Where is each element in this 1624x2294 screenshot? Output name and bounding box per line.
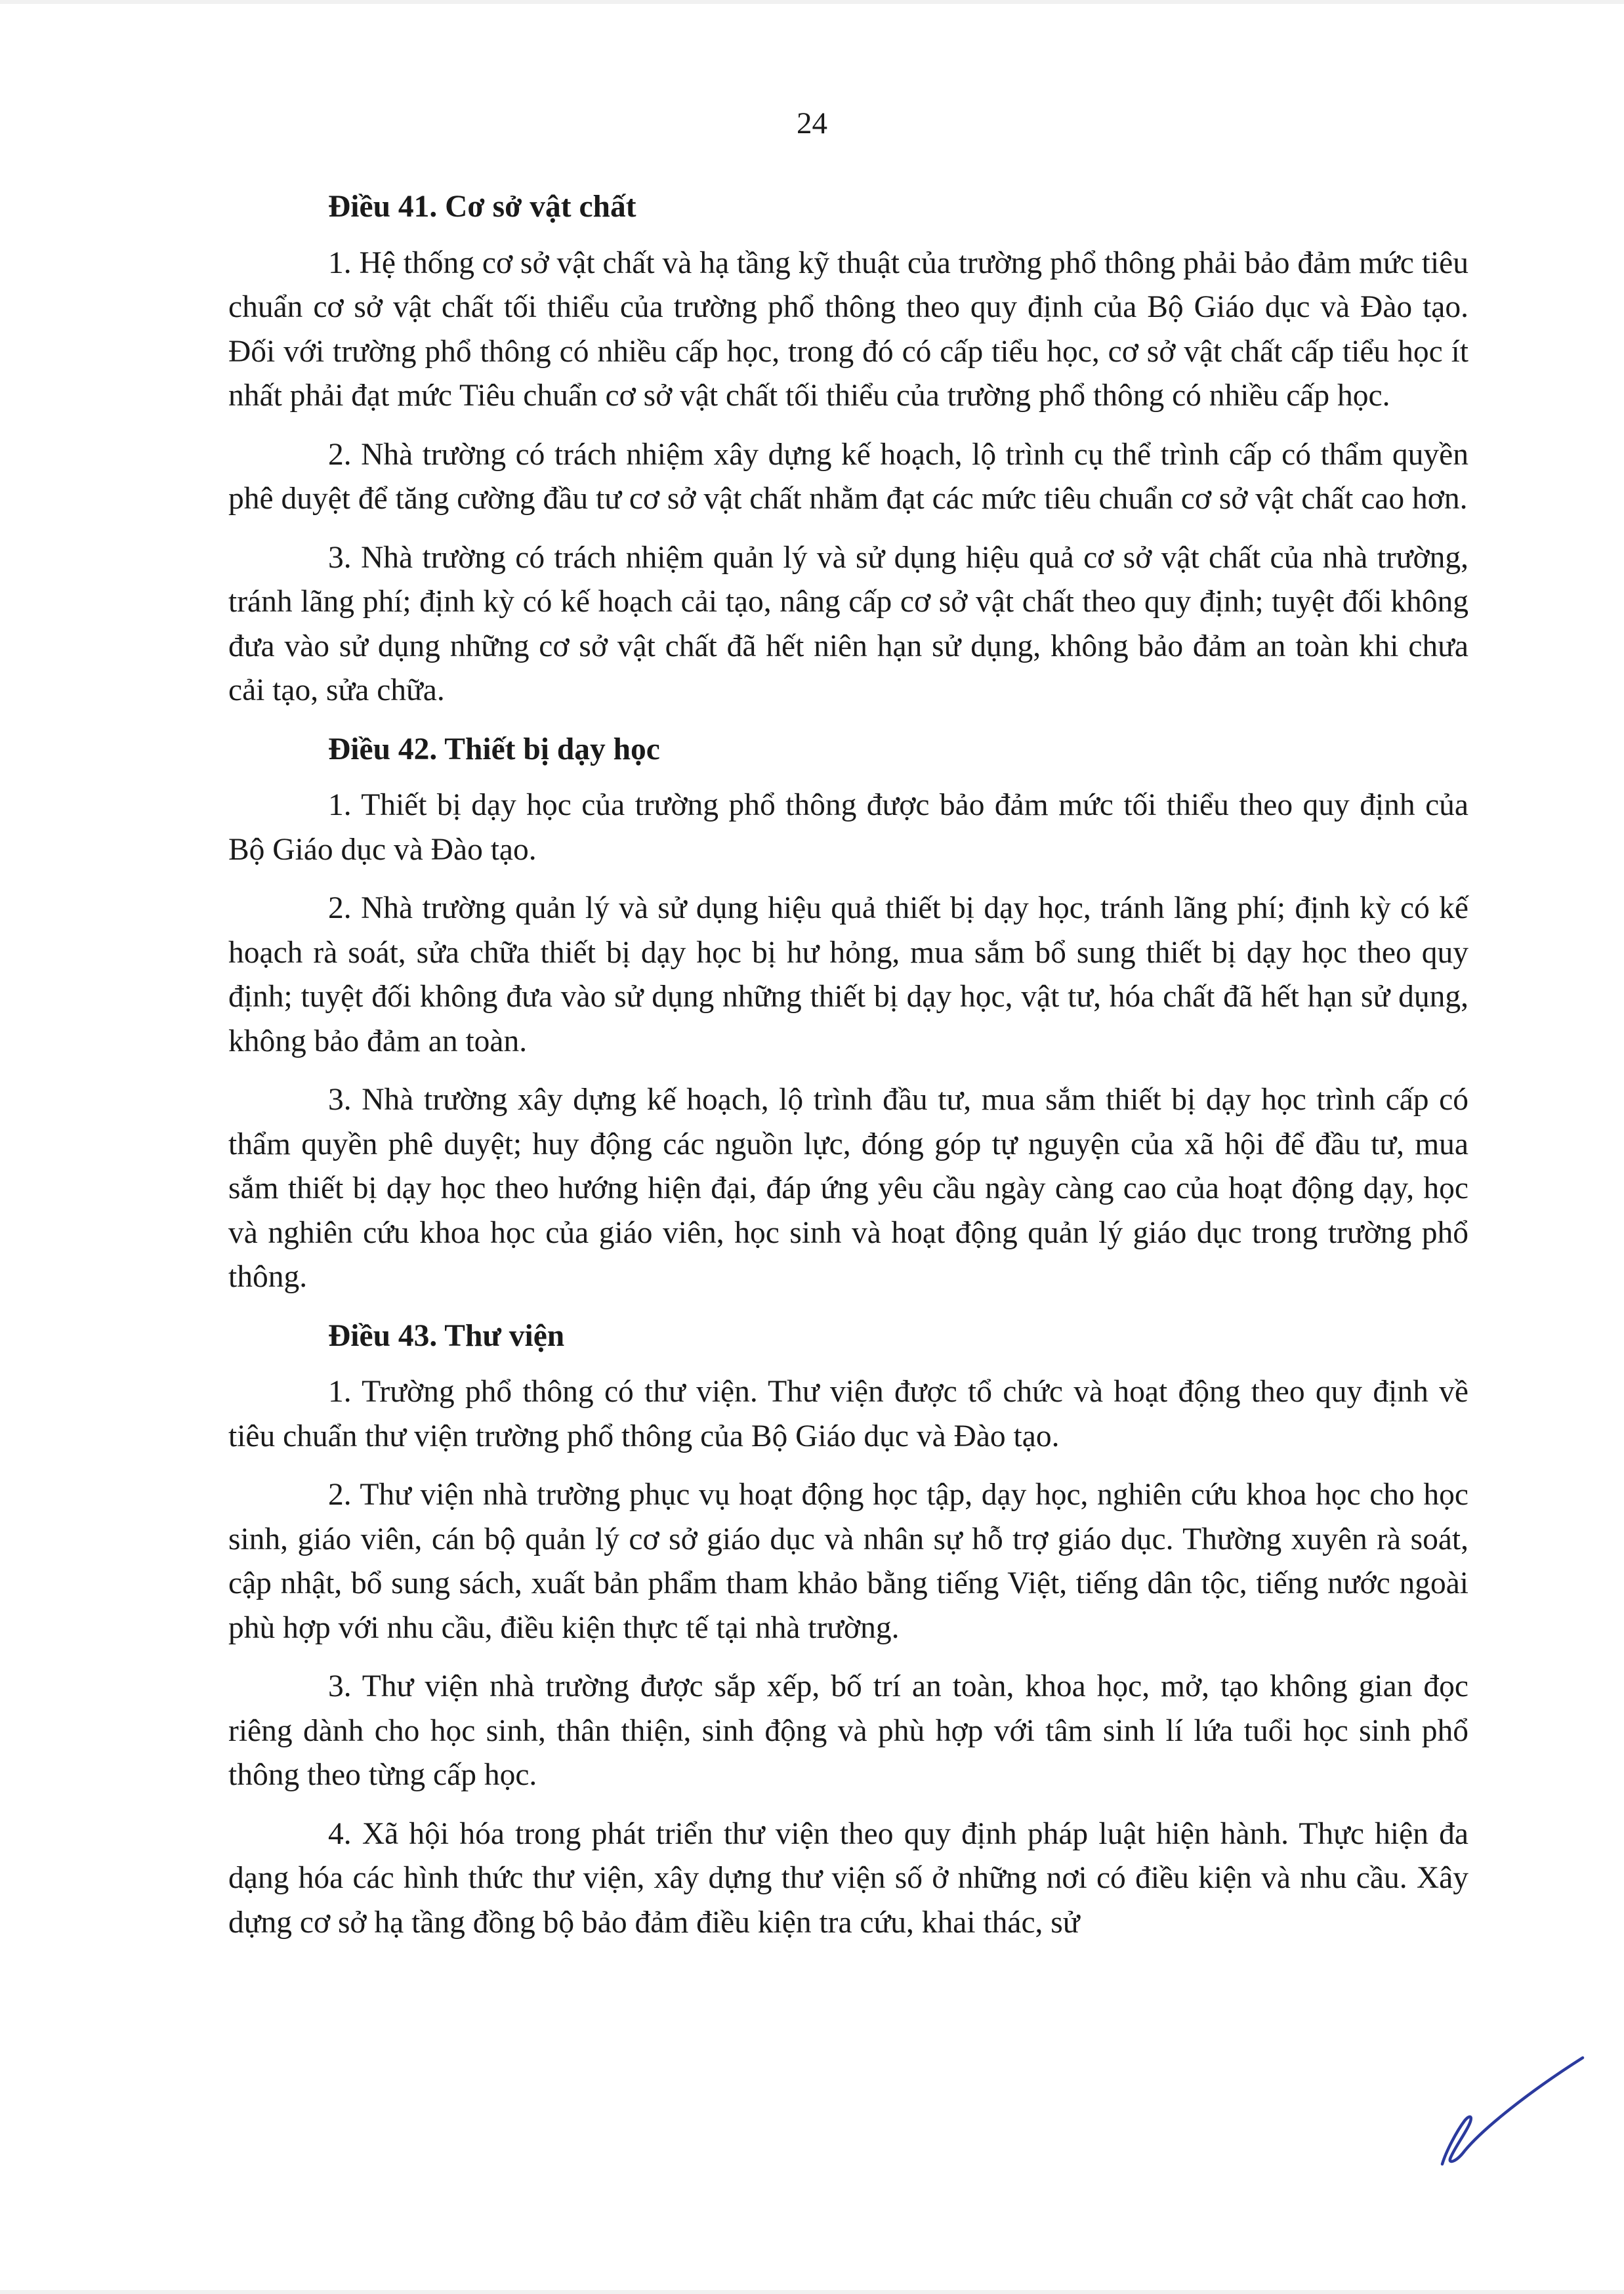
article-paragraph: 3. Thư viện nhà trường được sắp xếp, bố trí an toàn, khoa học, mở, tạo không gian đọc riêng dành cho học sinh, thân thiện, sinh động và phù hợp với tâm sinh lí lứa tuổi học sinh phổ thông theo từng cấp học.: [228, 1669, 1468, 1792]
document-body: [228, 185, 1468, 1959]
article-paragraph: 3. Nhà trường xây dựng kế hoạch, lộ trình đầu tư, mua sắm thiết bị dạy học trình cấp có thẩm quyền phê duyệt; huy động các nguồn lực, đóng góp tự nguyện của xã hội để đầu tư, mua sắm thiết bị dạy học theo hướng hiện đại, đáp ứng yêu cầu ngày càng cao của hoạt động dạy, học và nghiên cứu khoa học của giáo viên, học sinh và hoạt động quản lý giáo dục trong trường phổ thông.: [228, 1083, 1468, 1294]
signature-stroke: [1442, 2058, 1583, 2164]
article-paragraph: 4. Xã hội hóa trong phát triển thư viện theo quy định pháp luật hiện hành. Thực hiện đa dạng hóa các hình thức thư viện, xây dựng thư viện số ở những nơi có điều kiện và nhu cầu. Xây dựng cơ sở hạ tầng đồng bộ bảo đảm điều kiện tra cứu, khai thác, sử: [228, 1816, 1468, 1940]
article-43: [228, 1314, 1468, 1946]
article-paragraph: 2. Thư viện nhà trường phục vụ hoạt động học tập, dạy học, nghiên cứu khoa học cho học sinh, giáo viên, cán bộ quản lý cơ sở giáo dục và nhân sự hỗ trợ giáo dục. Thường xuyên rà soát, cập nhật, bổ sung sách, xuất bản phẩm tham khảo bằng tiếng Việt, tiếng dân tộc, tiếng nước ngoài phù hợp với nhu cầu, điều kiện thực tế tại nhà trường.: [228, 1478, 1468, 1645]
article-paragraph: 2. Nhà trường có trách nhiệm xây dựng kế hoạch, lộ trình cụ thể trình cấp có thẩm quyền phê duyệt để tăng cường đầu tư cơ sở vật chất nhằm đạt các mức tiêu chuẩn cơ sở vật chất cao hơn.: [228, 437, 1468, 516]
scan-edge-top: [0, 0, 1624, 4]
article-heading: Điều 43. Thư viện: [328, 1318, 565, 1353]
article-42: [228, 728, 1468, 1300]
article-41: [228, 185, 1468, 713]
initial-signature: [1430, 2053, 1588, 2171]
article-heading: Điều 42. Thiết bị dạy học: [328, 732, 660, 766]
article-paragraph: 1. Hệ thống cơ sở vật chất và hạ tầng kỹ thuật của trường phổ thông phải bảo đảm mức tiêu chuẩn cơ sở vật chất tối thiểu của trường phổ thông theo quy định của Bộ Giáo dục và Đào tạo. Đối với trường phổ thông có nhiều cấp học, trong đó có cấp tiểu học, cơ sở vật chất cấp tiểu học ít nhất phải đạt mức Tiêu chuẩn cơ sở vật chất tối thiểu của trường phổ thông có nhiều cấp học.: [228, 245, 1468, 413]
page-number: 24: [797, 106, 827, 140]
article-heading: Điều 41. Cơ sở vật chất: [328, 190, 636, 224]
scan-edge-bottom: [0, 2290, 1624, 2294]
article-paragraph: 1. Thiết bị dạy học của trường phổ thông được bảo đảm mức tối thiểu theo quy định của Bộ Giáo dục và Đào tạo.: [228, 788, 1468, 867]
article-paragraph: 1. Trường phổ thông có thư viện. Thư viện được tổ chức và hoạt động theo quy định về tiêu chuẩn thư viện trường phổ thông của Bộ Giáo dục và Đào tạo.: [228, 1375, 1468, 1453]
article-paragraph: 2. Nhà trường quản lý và sử dụng hiệu quả thiết bị dạy học, tránh lãng phí; định kỳ có kế hoạch rà soát, sửa chữa thiết bị dạy học bị hư hỏng, mua sắm bổ sung thiết bị dạy học theo quy định; tuyệt đối không đưa vào sử dụng những thiết bị dạy học, vật tư, hóa chất đã hết hạn sử dụng, không bảo đảm an toàn.: [228, 891, 1468, 1058]
article-paragraph: 3. Nhà trường có trách nhiệm quản lý và sử dụng hiệu quả cơ sở vật chất của nhà trường, tránh lãng phí; định kỳ có kế hoạch cải tạo, nâng cấp cơ sở vật chất theo quy định; tuyệt đối không đưa vào sử dụng những cơ sở vật chất đã hết niên hạn sử dụng, không bảo đảm an toàn khi chưa cải tạo, sửa chữa.: [228, 540, 1468, 707]
